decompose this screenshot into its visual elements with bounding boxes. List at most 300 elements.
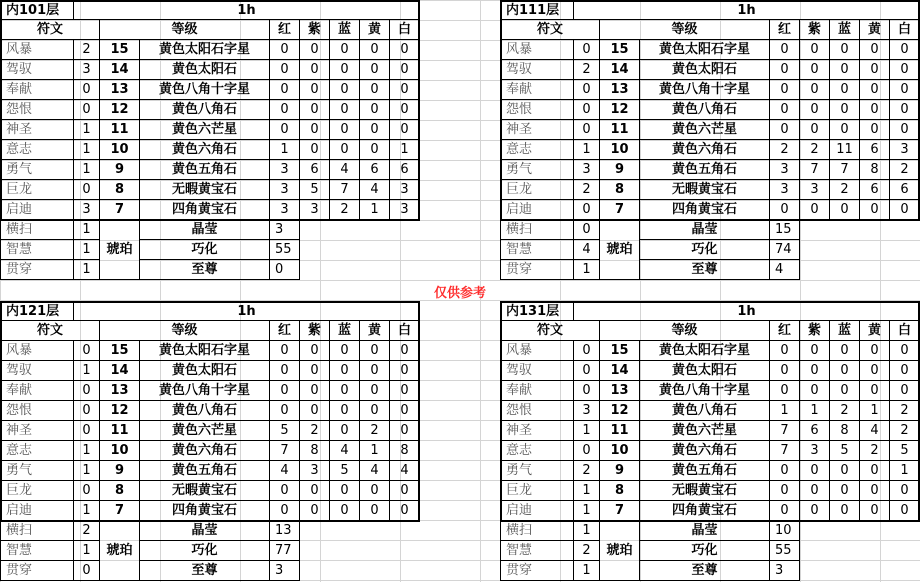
- rune-qty: 1: [74, 260, 100, 280]
- color-value: 7: [770, 441, 800, 461]
- rune-level: 8: [600, 481, 640, 501]
- rune-level: 13: [600, 80, 640, 100]
- color-value: 0: [300, 501, 330, 521]
- rune-qty: 0: [574, 200, 600, 220]
- color-value: 0: [330, 401, 360, 421]
- rune-name: 横扫: [500, 220, 574, 240]
- color-value: 0: [800, 40, 830, 60]
- rune-name: 风暴: [500, 341, 574, 361]
- stone-name: 无暇黄宝石: [640, 481, 770, 501]
- color-value: 8: [390, 441, 420, 461]
- rune-level: 9: [100, 160, 140, 180]
- rune-qty: 3: [574, 160, 600, 180]
- rune-name: 驾驭: [0, 361, 74, 381]
- color-value: 0: [360, 120, 390, 140]
- rune-qty: 2: [74, 40, 100, 60]
- rune-level: 11: [100, 421, 140, 441]
- rune-qty: 1: [574, 561, 600, 581]
- color-value: 0: [770, 461, 800, 481]
- stone-name: 四角黄宝石: [140, 200, 270, 220]
- color-value: 0: [330, 100, 360, 120]
- color-value: 0: [360, 361, 390, 381]
- color-value: 0: [830, 481, 860, 501]
- rune-qty: 1: [74, 461, 100, 481]
- color-value: 0: [860, 361, 890, 381]
- rune-name: 神圣: [500, 421, 574, 441]
- color-value: 0: [330, 140, 360, 160]
- color-value: 1: [270, 140, 300, 160]
- color-value: 0: [860, 381, 890, 401]
- rune-name: 怨恨: [500, 401, 574, 421]
- rune-level: 10: [100, 441, 140, 461]
- color-value: 0: [830, 100, 860, 120]
- rune-level: 10: [600, 441, 640, 461]
- color-value: 0: [830, 60, 860, 80]
- rune-name: 巨龙: [0, 180, 74, 200]
- amber-value: 55: [270, 240, 300, 260]
- color-value: 1: [360, 441, 390, 461]
- color-value: 0: [390, 120, 420, 140]
- rune-name: 神圣: [0, 421, 74, 441]
- rune-qty: 0: [74, 180, 100, 200]
- stone-name: 四角黄宝石: [640, 200, 770, 220]
- color-value: 0: [830, 80, 860, 100]
- color-value: 0: [330, 421, 360, 441]
- color-value: 0: [890, 481, 920, 501]
- amber-value: 3: [270, 220, 300, 240]
- color-header: 紫: [300, 20, 330, 40]
- rune-qty: 0: [574, 220, 600, 240]
- color-value: 0: [770, 40, 800, 60]
- rune-name: 奉献: [500, 381, 574, 401]
- color-value: 0: [330, 501, 360, 521]
- color-value: 5: [300, 180, 330, 200]
- color-value: 0: [860, 341, 890, 361]
- rune-name: 神圣: [500, 120, 574, 140]
- floor-title: 内101层: [0, 0, 74, 20]
- amber-value: 55: [770, 541, 800, 561]
- color-value: 0: [800, 381, 830, 401]
- rune-level: 14: [600, 361, 640, 381]
- stone-name: 黄色六芒星: [640, 120, 770, 140]
- color-value: 2: [890, 421, 920, 441]
- rune-name: 奉献: [0, 80, 74, 100]
- rune-level: 7: [600, 501, 640, 521]
- color-value: 8: [300, 441, 330, 461]
- rune-qty: 0: [574, 361, 600, 381]
- color-value: 0: [390, 401, 420, 421]
- color-value: 0: [860, 100, 890, 120]
- color-value: 3: [800, 441, 830, 461]
- stone-name: 黄色太阳石字星: [140, 40, 270, 60]
- color-value: 11: [830, 140, 860, 160]
- color-value: 0: [390, 80, 420, 100]
- rune-qty: 3: [74, 60, 100, 80]
- rune-level: 7: [100, 501, 140, 521]
- rune-qty: 1: [574, 421, 600, 441]
- color-value: 5: [830, 441, 860, 461]
- rune-level: 11: [100, 120, 140, 140]
- stone-name: 黄色五角石: [140, 461, 270, 481]
- rune-level: 13: [600, 381, 640, 401]
- rune-qty: 1: [574, 140, 600, 160]
- rune-name: 贯穿: [500, 260, 574, 280]
- color-value: 7: [270, 441, 300, 461]
- rune-level: 15: [100, 341, 140, 361]
- rune-qty: 0: [574, 80, 600, 100]
- rune-qty: 2: [574, 60, 600, 80]
- color-value: 2: [860, 441, 890, 461]
- rune-qty: 0: [574, 120, 600, 140]
- color-value: 0: [770, 80, 800, 100]
- rune-qty: 2: [574, 180, 600, 200]
- rune-name: 贯穿: [0, 561, 74, 581]
- stone-name: 黄色五角石: [640, 160, 770, 180]
- color-value: 0: [830, 341, 860, 361]
- floor-table: [0, 0, 420, 281]
- color-value: 0: [830, 120, 860, 140]
- color-value: 0: [300, 80, 330, 100]
- rune-name: 神圣: [0, 120, 74, 140]
- rune-name: 奉献: [500, 80, 574, 100]
- color-value: 0: [300, 120, 330, 140]
- stone-name: 黄色六角石: [640, 441, 770, 461]
- rune-level: 13: [100, 80, 140, 100]
- color-value: 0: [270, 40, 300, 60]
- color-value: 0: [300, 381, 330, 401]
- amber-grade-label: 至尊: [640, 260, 770, 280]
- rune-name: 驾驭: [500, 60, 574, 80]
- rune-level: 13: [100, 381, 140, 401]
- stone-name: 黄色六芒星: [140, 120, 270, 140]
- rune-qty: 1: [74, 501, 100, 521]
- stone-name: 黄色太阳石: [640, 361, 770, 381]
- rune-name: 横扫: [500, 521, 574, 541]
- rune-level: 9: [600, 160, 640, 180]
- color-value: 3: [300, 461, 330, 481]
- color-header: 黄: [860, 321, 890, 341]
- floor-table: [0, 301, 420, 582]
- color-header: 紫: [800, 20, 830, 40]
- color-value: 2: [830, 180, 860, 200]
- color-value: 5: [890, 441, 920, 461]
- rune-name: 智慧: [500, 240, 574, 260]
- grade-header: 等级: [100, 321, 270, 341]
- color-value: 0: [360, 60, 390, 80]
- time-label: 1h: [74, 301, 420, 321]
- color-header: 紫: [300, 321, 330, 341]
- rune-qty: 1: [74, 441, 100, 461]
- color-header: 蓝: [830, 321, 860, 341]
- rune-level: 14: [600, 60, 640, 80]
- amber-grade-label: 至尊: [140, 561, 270, 581]
- color-value: 6: [360, 160, 390, 180]
- rune-name: 意志: [500, 140, 574, 160]
- color-value: 0: [890, 100, 920, 120]
- rune-level: 7: [600, 200, 640, 220]
- rune-level: 8: [100, 481, 140, 501]
- rune-level: 14: [100, 361, 140, 381]
- color-value: 0: [330, 381, 360, 401]
- color-value: 0: [860, 501, 890, 521]
- rune-header: 符文: [500, 321, 600, 341]
- rune-level: 10: [600, 140, 640, 160]
- color-value: 0: [360, 80, 390, 100]
- grade-header: 等级: [100, 20, 270, 40]
- color-value: 2: [890, 160, 920, 180]
- color-value: 0: [860, 60, 890, 80]
- rune-name: 巨龙: [0, 481, 74, 501]
- rune-qty: 0: [74, 100, 100, 120]
- color-header: 白: [390, 321, 420, 341]
- stone-name: 黄色六角石: [640, 140, 770, 160]
- color-value: 0: [360, 140, 390, 160]
- color-header: 白: [890, 20, 920, 40]
- color-value: 2: [830, 401, 860, 421]
- stone-name: 黄色六芒星: [640, 421, 770, 441]
- rune-name: 巨龙: [500, 481, 574, 501]
- color-value: 0: [860, 80, 890, 100]
- color-value: 0: [890, 341, 920, 361]
- stone-name: 黄色六角石: [140, 140, 270, 160]
- stone-name: 黄色八角石: [140, 100, 270, 120]
- rune-qty: 0: [74, 401, 100, 421]
- amber-grade-label: 巧化: [140, 541, 270, 561]
- color-value: 0: [800, 361, 830, 381]
- rune-name: 智慧: [500, 541, 574, 561]
- color-value: 0: [330, 361, 360, 381]
- rune-level: 8: [600, 180, 640, 200]
- rune-qty: 0: [574, 441, 600, 461]
- amber-grade-label: 至尊: [140, 260, 270, 280]
- color-value: 0: [800, 461, 830, 481]
- color-value: 0: [360, 401, 390, 421]
- color-value: 0: [330, 40, 360, 60]
- color-value: 2: [360, 421, 390, 441]
- color-value: 0: [830, 361, 860, 381]
- stone-name: 黄色太阳石字星: [140, 341, 270, 361]
- color-value: 0: [800, 100, 830, 120]
- color-value: 1: [770, 401, 800, 421]
- color-value: 7: [330, 180, 360, 200]
- rune-level: 10: [100, 140, 140, 160]
- stone-name: 黄色太阳石: [140, 361, 270, 381]
- amber-value: 0: [270, 260, 300, 280]
- amber-grade-label: 晶莹: [140, 521, 270, 541]
- color-value: 0: [770, 481, 800, 501]
- color-value: 0: [770, 100, 800, 120]
- rune-qty: 1: [74, 120, 100, 140]
- rune-qty: 1: [574, 481, 600, 501]
- rune-name: 横扫: [0, 521, 74, 541]
- color-value: 4: [860, 421, 890, 441]
- rune-name: 勇气: [500, 160, 574, 180]
- rune-level: 11: [600, 421, 640, 441]
- floor-title: 内131层: [500, 301, 574, 321]
- amber-label: 琥珀: [100, 220, 140, 280]
- rune-qty: 0: [74, 341, 100, 361]
- color-value: 0: [800, 501, 830, 521]
- rune-qty: 3: [574, 401, 600, 421]
- color-value: 3: [770, 160, 800, 180]
- color-value: 0: [770, 361, 800, 381]
- rune-qty: 1: [574, 501, 600, 521]
- amber-label: 琥珀: [600, 521, 640, 581]
- color-value: 0: [270, 361, 300, 381]
- stone-name: 黄色八角石: [640, 401, 770, 421]
- color-value: 0: [330, 481, 360, 501]
- rune-level: 15: [100, 40, 140, 60]
- color-value: 0: [360, 501, 390, 521]
- rune-qty: 1: [74, 140, 100, 160]
- stone-name: 黄色太阳石字星: [640, 40, 770, 60]
- rune-name: 启迪: [0, 501, 74, 521]
- color-header: 红: [270, 20, 300, 40]
- color-value: 0: [390, 60, 420, 80]
- color-value: 0: [830, 501, 860, 521]
- rune-qty: 0: [574, 100, 600, 120]
- stone-name: 黄色八角十字星: [640, 80, 770, 100]
- rune-header: 符文: [500, 20, 600, 40]
- color-value: 0: [830, 200, 860, 220]
- color-value: 0: [390, 341, 420, 361]
- color-value: 0: [770, 381, 800, 401]
- color-value: 0: [390, 421, 420, 441]
- color-value: 0: [270, 381, 300, 401]
- color-value: 5: [330, 461, 360, 481]
- color-value: 0: [860, 481, 890, 501]
- color-value: 0: [770, 120, 800, 140]
- color-header: 蓝: [330, 20, 360, 40]
- rune-level: 12: [100, 100, 140, 120]
- color-value: 0: [890, 361, 920, 381]
- color-value: 0: [890, 381, 920, 401]
- color-value: 0: [300, 481, 330, 501]
- color-value: 0: [360, 481, 390, 501]
- time-label: 1h: [574, 301, 920, 321]
- color-value: 3: [270, 200, 300, 220]
- color-value: 6: [890, 180, 920, 200]
- floor-title: 内121层: [0, 301, 74, 321]
- rune-name: 意志: [500, 441, 574, 461]
- rune-level: 14: [100, 60, 140, 80]
- amber-grade-label: 晶莹: [640, 220, 770, 240]
- color-value: 2: [770, 140, 800, 160]
- rune-qty: 1: [74, 220, 100, 240]
- color-value: 0: [360, 40, 390, 60]
- rune-name: 怨恨: [0, 401, 74, 421]
- color-value: 3: [800, 180, 830, 200]
- rune-qty: 1: [74, 160, 100, 180]
- color-value: 0: [270, 341, 300, 361]
- color-value: 0: [800, 481, 830, 501]
- rune-qty: 4: [574, 240, 600, 260]
- color-value: 0: [300, 341, 330, 361]
- rune-name: 贯穿: [0, 260, 74, 280]
- color-value: 0: [770, 200, 800, 220]
- stone-name: 无暇黄宝石: [140, 481, 270, 501]
- rune-name: 意志: [0, 441, 74, 461]
- color-value: 0: [300, 361, 330, 381]
- color-value: 0: [890, 40, 920, 60]
- rune-level: 15: [600, 40, 640, 60]
- color-value: 4: [390, 461, 420, 481]
- rune-qty: 0: [574, 40, 600, 60]
- color-value: 0: [800, 120, 830, 140]
- color-value: 0: [270, 60, 300, 80]
- rune-qty: 1: [74, 240, 100, 260]
- stone-name: 黄色六角石: [140, 441, 270, 461]
- amber-value: 10: [770, 521, 800, 541]
- color-value: 0: [390, 100, 420, 120]
- color-value: 4: [360, 180, 390, 200]
- color-value: 0: [390, 501, 420, 521]
- rune-qty: 3: [74, 200, 100, 220]
- color-header: 黄: [860, 20, 890, 40]
- color-value: 3: [890, 140, 920, 160]
- color-header: 白: [390, 20, 420, 40]
- rune-name: 风暴: [500, 40, 574, 60]
- color-value: 6: [860, 140, 890, 160]
- color-value: 0: [270, 80, 300, 100]
- rune-level: 9: [100, 461, 140, 481]
- stone-name: 黄色八角十字星: [640, 381, 770, 401]
- rune-qty: 1: [74, 541, 100, 561]
- amber-value: 15: [770, 220, 800, 240]
- color-value: 0: [830, 40, 860, 60]
- color-value: 3: [390, 180, 420, 200]
- color-value: 0: [330, 341, 360, 361]
- rune-level: 12: [600, 401, 640, 421]
- amber-value: 3: [770, 561, 800, 581]
- rune-qty: 1: [74, 361, 100, 381]
- rune-header: 符文: [0, 20, 100, 40]
- color-header: 蓝: [330, 321, 360, 341]
- rune-name: 启迪: [500, 200, 574, 220]
- color-value: 6: [800, 421, 830, 441]
- amber-value: 77: [270, 541, 300, 561]
- rune-level: 15: [600, 341, 640, 361]
- stone-name: 无暇黄宝石: [140, 180, 270, 200]
- rune-level: 12: [600, 100, 640, 120]
- rune-name: 智慧: [0, 240, 74, 260]
- color-value: 0: [800, 341, 830, 361]
- color-value: 0: [300, 60, 330, 80]
- color-value: 2: [800, 140, 830, 160]
- color-value: 0: [890, 80, 920, 100]
- rune-qty: 0: [74, 381, 100, 401]
- rune-qty: 2: [574, 461, 600, 481]
- color-value: 4: [330, 441, 360, 461]
- color-value: 1: [890, 461, 920, 481]
- stone-name: 黄色八角十字星: [140, 381, 270, 401]
- floor-table: [500, 0, 920, 281]
- color-value: 2: [300, 421, 330, 441]
- stone-name: 无暇黄宝石: [640, 180, 770, 200]
- color-value: 4: [270, 461, 300, 481]
- color-value: 0: [360, 341, 390, 361]
- color-value: 0: [890, 501, 920, 521]
- color-header: 白: [890, 321, 920, 341]
- color-value: 7: [830, 160, 860, 180]
- amber-value: 13: [270, 521, 300, 541]
- color-header: 黄: [360, 321, 390, 341]
- color-value: 0: [890, 60, 920, 80]
- color-header: 红: [770, 321, 800, 341]
- stone-name: 黄色太阳石: [640, 60, 770, 80]
- color-value: 0: [270, 501, 300, 521]
- rune-qty: 0: [74, 561, 100, 581]
